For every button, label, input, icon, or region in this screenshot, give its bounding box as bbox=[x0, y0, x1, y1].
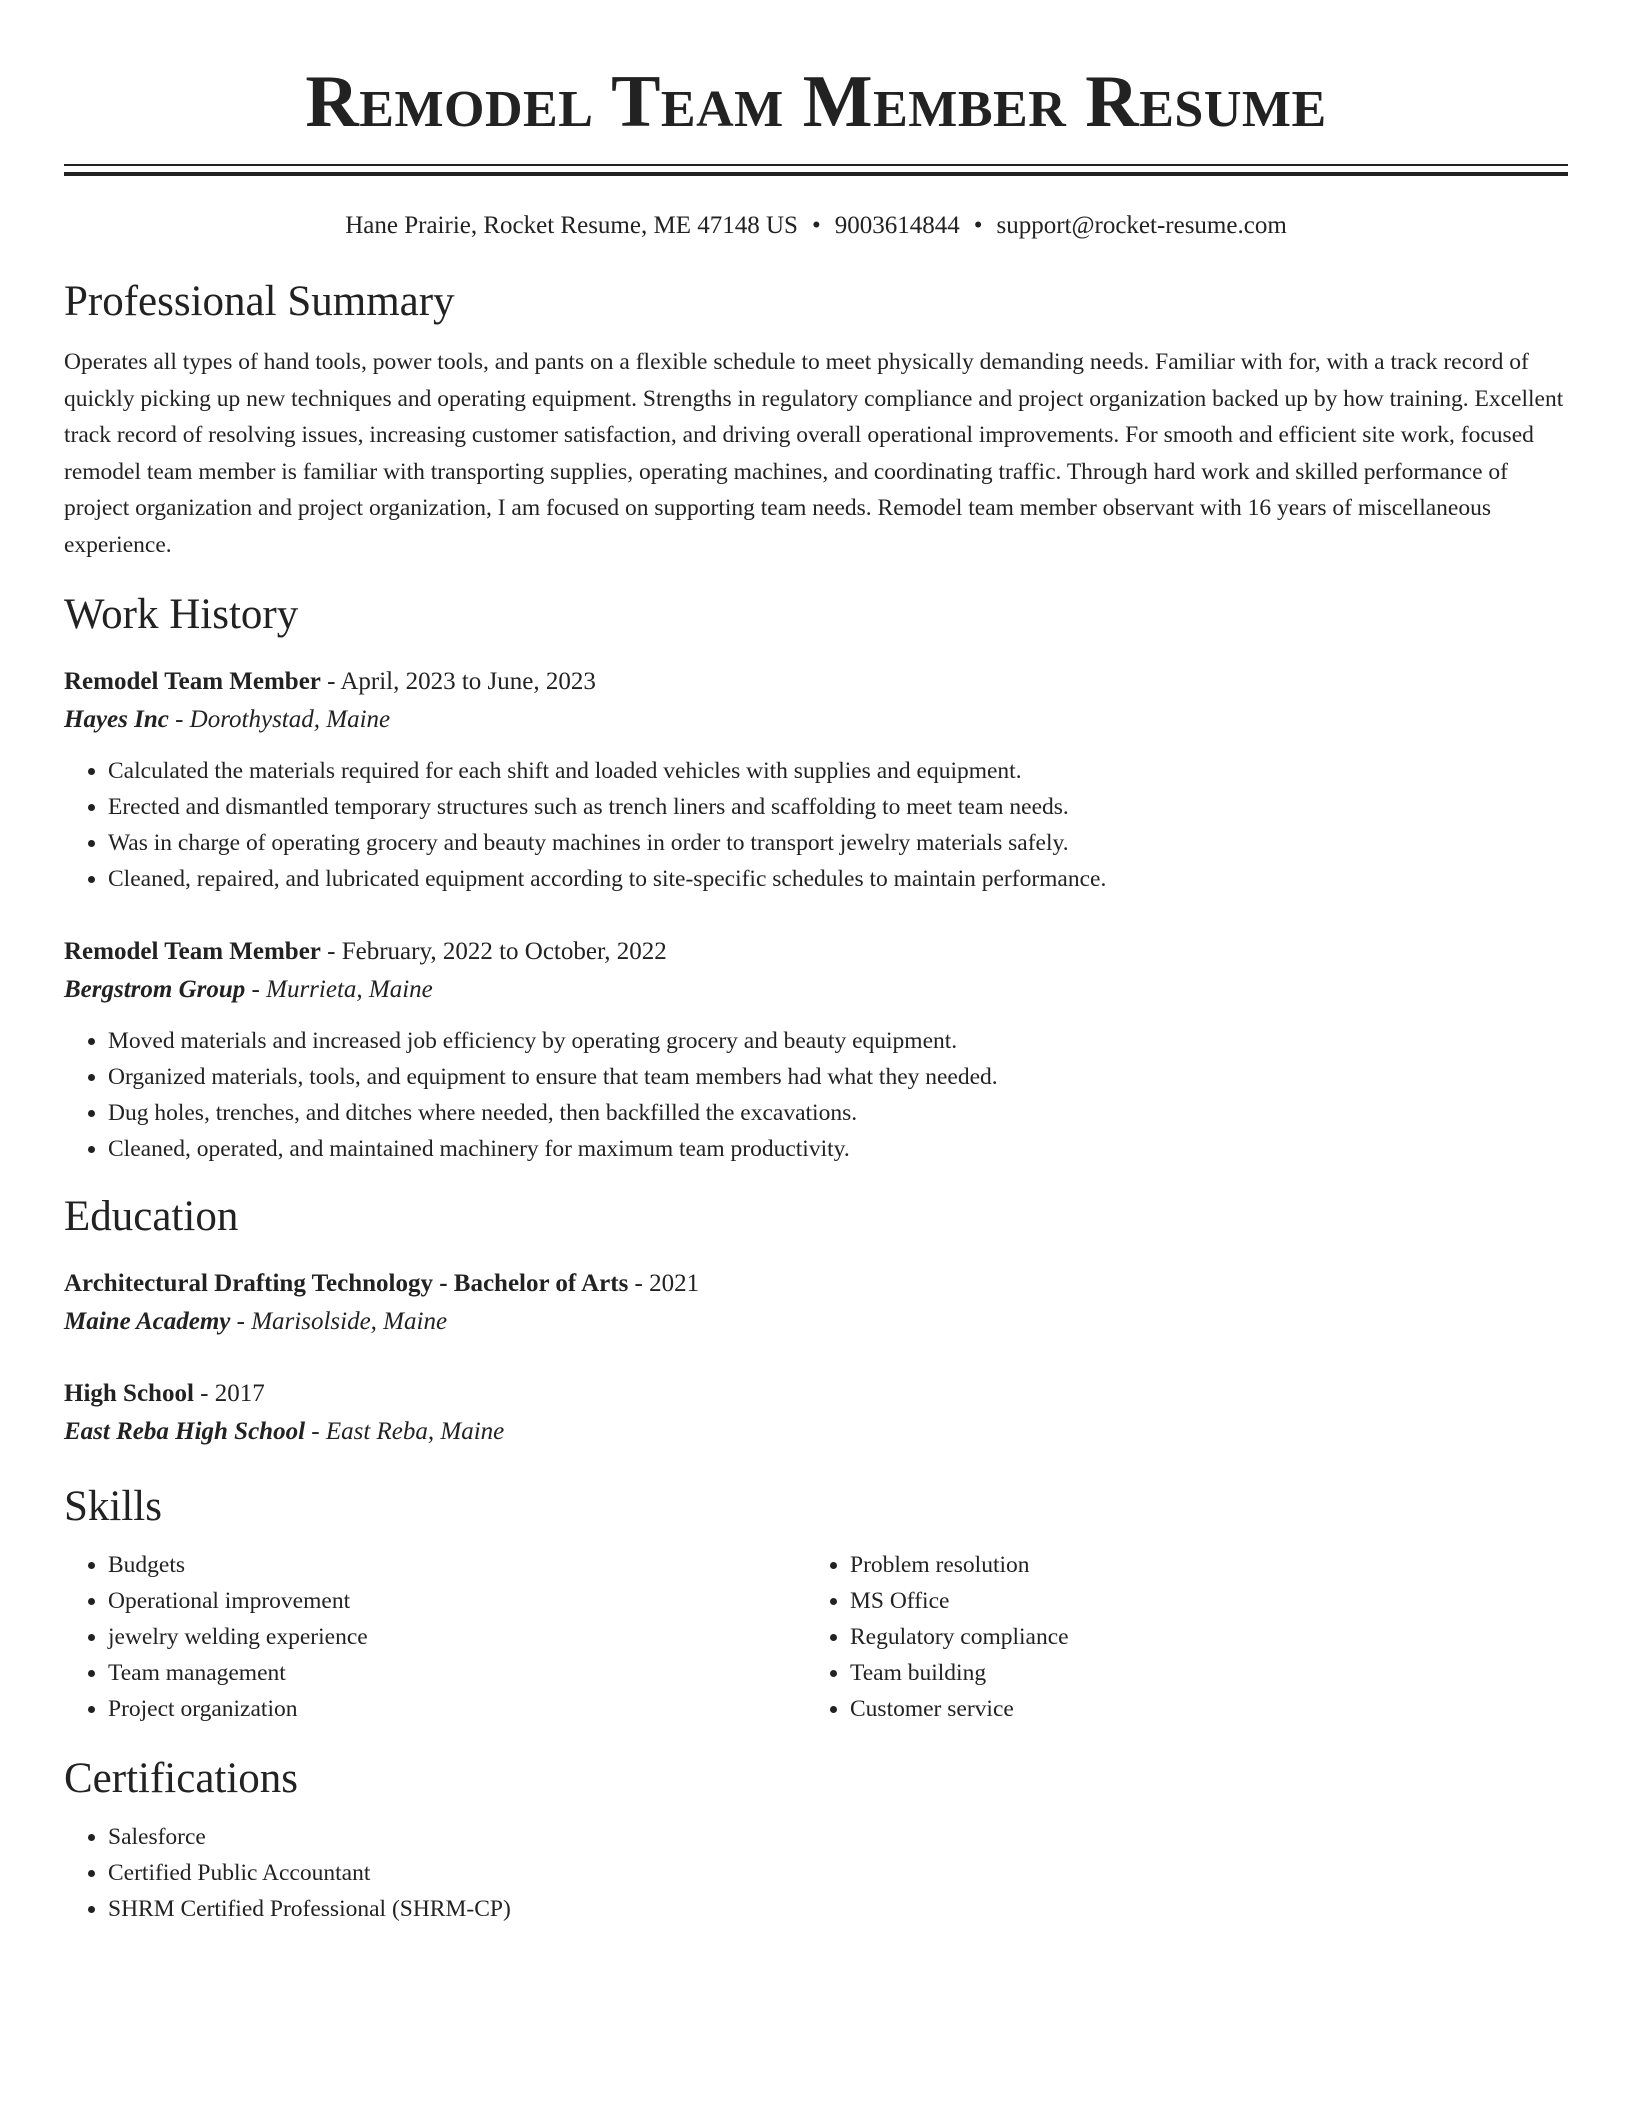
skills-list bbox=[64, 1547, 806, 1727]
education-degree: High School bbox=[64, 1380, 194, 1407]
job-company: Bergstrom Group bbox=[64, 976, 246, 1003]
education-location: - Marisolside, Maine bbox=[230, 1308, 448, 1335]
summary-text: Operates all types of hand tools, power tools, and pants on a flexible schedule to meet physically demanding needs. Familiar with for, with a track record of quickly picking up new techniques and operating equipment. Strengths in regulatory compliance and project organization backed up by how training. Excellent track record of resolving issues, increasing customer satisfaction, and driving overall operational improvements. For smooth and efficient site work, focused remodel team member is familiar with transporting supplies, operating machines, and coordinating traffic. Through hard work and skilled performance of project organization and project organization, I am focused on supporting team needs. Remodel team member observant with 16 years of miscellaneous experience. bbox=[64, 349, 1564, 558]
job-title: Remodel Team Member bbox=[64, 668, 321, 695]
job-title-line bbox=[64, 933, 1568, 971]
contact-separator: • bbox=[811, 212, 821, 239]
list-item: • Certified Public Accountant bbox=[108, 1855, 1568, 1891]
job-duties-list bbox=[64, 1023, 1568, 1167]
skills-grid bbox=[64, 1547, 1568, 1727]
job-entry bbox=[64, 663, 1568, 897]
job-company: Hayes Inc bbox=[64, 706, 169, 733]
list-item: • Moved materials and increased job efficiency by operating grocery and beauty equipment. bbox=[108, 1023, 1568, 1059]
education-location: - East Reba, Maine bbox=[305, 1418, 505, 1445]
job-location: - Dorothystad, Maine bbox=[168, 706, 391, 733]
list-item: • SHRM Certified Professional (SHRM-CP) bbox=[108, 1891, 1568, 1927]
list-item: • Was in charge of operating grocery and beauty machines in order to transport jewelry materials safely. bbox=[108, 825, 1568, 861]
skills-list bbox=[806, 1547, 1548, 1727]
certifications-list bbox=[64, 1819, 1568, 1927]
list-item: • Cleaned, operated, and maintained machinery for maximum team productivity. bbox=[108, 1131, 1568, 1167]
list-item: • Salesforce bbox=[108, 1819, 1568, 1855]
job-duties-list bbox=[64, 753, 1568, 897]
list-item: • Erected and dismantled temporary structures such as trench liners and scaffolding to meet team needs. bbox=[108, 789, 1568, 825]
education-degree-line bbox=[64, 1375, 1568, 1413]
list-item: • Regulatory compliance bbox=[850, 1619, 1548, 1655]
education-year: - 2021 bbox=[628, 1270, 700, 1297]
list-item: • MS Office bbox=[850, 1583, 1548, 1619]
list-item: • Cleaned, repaired, and lubricated equipment according to site-specific schedules to maintain performance. bbox=[108, 861, 1568, 897]
education-school-line bbox=[64, 1303, 1568, 1341]
contact-line bbox=[64, 210, 1568, 242]
title-divider bbox=[64, 164, 1568, 176]
list-item: • Operational improvement bbox=[108, 1583, 806, 1619]
education-school: East Reba High School bbox=[64, 1418, 306, 1445]
list-item: • Organized materials, tools, and equipment to ensure that team members had what they needed. bbox=[108, 1059, 1568, 1095]
education-year: - 2017 bbox=[193, 1380, 265, 1407]
education-degree-line bbox=[64, 1265, 1568, 1303]
list-item: • Problem resolution bbox=[850, 1547, 1548, 1583]
skills-column-right bbox=[806, 1547, 1548, 1727]
list-item: • Budgets bbox=[108, 1547, 806, 1583]
job-entry bbox=[64, 933, 1568, 1167]
job-location: - Murrieta, Maine bbox=[245, 976, 433, 1003]
contact-address: Hane Prairie, Rocket Resume, ME 47148 US bbox=[345, 212, 798, 239]
list-item: • jewelry welding experience bbox=[108, 1619, 806, 1655]
list-item: • Team management bbox=[108, 1655, 806, 1691]
list-item: • Customer service bbox=[850, 1691, 1548, 1727]
education-heading: Education bbox=[64, 1193, 239, 1240]
contact-separator: • bbox=[973, 212, 983, 239]
job-title: Remodel Team Member bbox=[64, 938, 321, 965]
skills-column-left bbox=[64, 1547, 806, 1727]
job-company-line bbox=[64, 701, 1568, 739]
list-item: • Calculated the materials required for each shift and loaded vehicles with supplies and equipment. bbox=[108, 753, 1568, 789]
work-history-heading: Work History bbox=[64, 591, 299, 638]
job-company-line bbox=[64, 971, 1568, 1009]
resume-title: Remodel Team Member Resume bbox=[305, 61, 1327, 143]
education-degree: Architectural Drafting Technology - Bachelor of Arts bbox=[64, 1270, 629, 1297]
skills-heading: Skills bbox=[64, 1483, 162, 1530]
contact-phone: 9003614844 bbox=[834, 212, 960, 239]
education-entry bbox=[64, 1265, 1568, 1341]
contact-email: support@rocket-resume.com bbox=[996, 212, 1287, 239]
list-item: • Dug holes, trenches, and ditches where needed, then backfilled the excavations. bbox=[108, 1095, 1568, 1131]
summary-heading: Professional Summary bbox=[64, 278, 455, 325]
job-dates: - February, 2022 to October, 2022 bbox=[320, 938, 667, 965]
certifications-heading: Certifications bbox=[64, 1755, 299, 1802]
job-dates: - April, 2023 to June, 2023 bbox=[320, 668, 596, 695]
list-item: • Project organization bbox=[108, 1691, 806, 1727]
education-entry bbox=[64, 1375, 1568, 1451]
education-school: Maine Academy bbox=[64, 1308, 231, 1335]
list-item: • Team building bbox=[850, 1655, 1548, 1691]
education-school-line bbox=[64, 1413, 1568, 1451]
job-title-line bbox=[64, 663, 1568, 701]
